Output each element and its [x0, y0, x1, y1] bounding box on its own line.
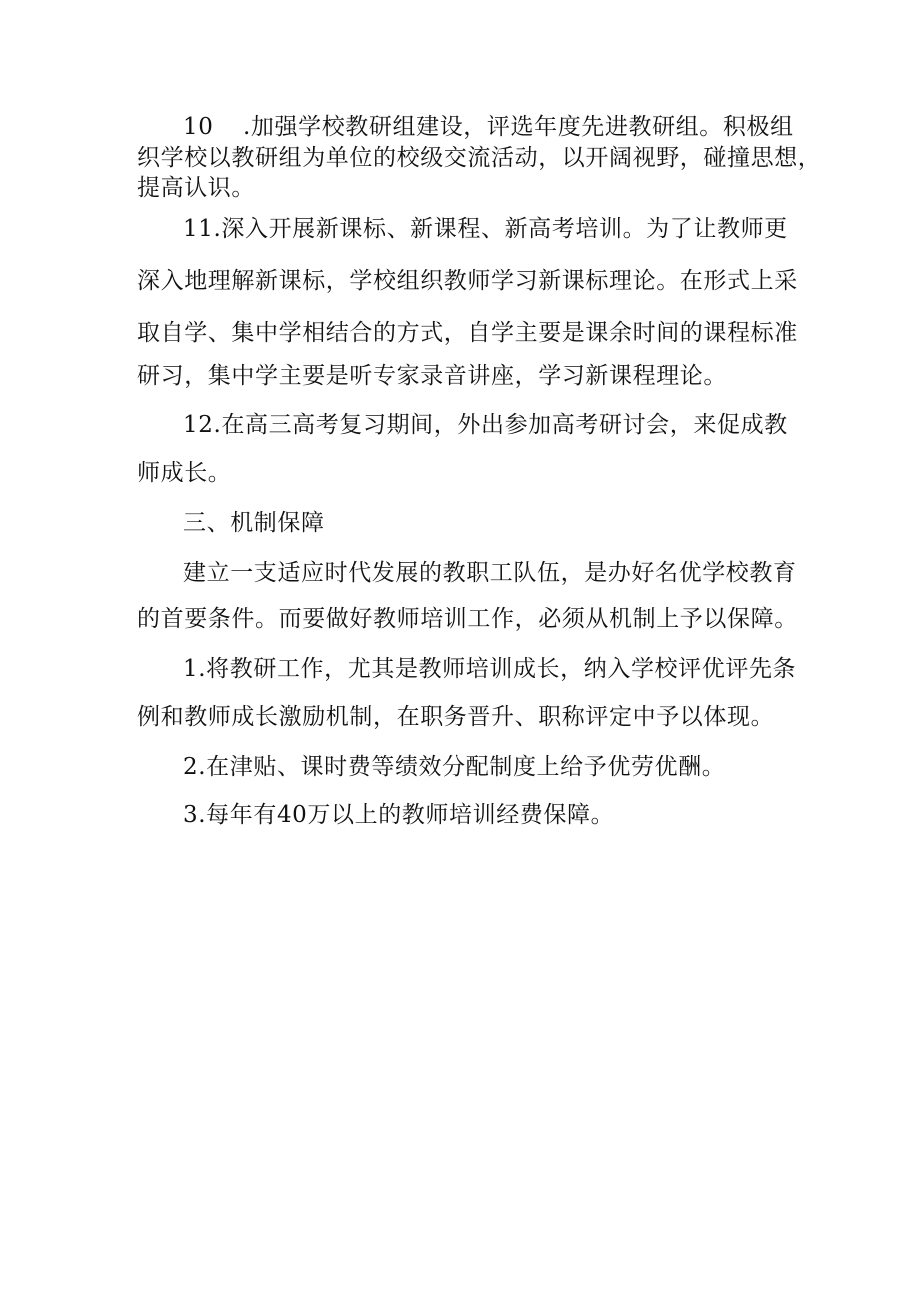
item-10-number: 10 — [183, 114, 214, 140]
guarantee-3-line-1: 3.每年有40万以上的教师培训经费保障。 — [183, 802, 615, 828]
item-10-line-2: 织学校以教研组为单位的校级交流活动，以开阔视野，碰撞思想， — [137, 145, 822, 171]
section-3-intro-line-1: 建立一支适应时代发展的教职工队伍，是办好名优学校教育 — [183, 560, 797, 586]
item-12-line-2: 师成长。 — [137, 460, 232, 486]
section-3-intro-line-2: 的首要条件。而要做好教师培训工作，必须从机制上予以保障。 — [137, 606, 798, 632]
item-10-line-3: 提高认识。 — [137, 175, 255, 201]
item-10-line-1: .加强学校教研组建设，评选年度先进教研组。积极组 — [243, 114, 794, 140]
guarantee-1-line-1: 1.将教研工作，尤其是教师培训成长，纳入学校评优评先条 — [183, 656, 797, 682]
item-11-line-2: 深入地理解新课标，学校组织教师学习新课标理论。在形式上采 — [137, 268, 798, 294]
guarantee-2-line-1: 2.在津贴、课时费等绩效分配制度上给予优劳优酬。 — [183, 754, 726, 780]
item-12-line-1: 12.在高三高考复习期间，外出参加高考研讨会，来促成教 — [183, 412, 788, 438]
item-11-line-3: 取自学、集中学相结合的方式，自学主要是课余时间的课程标准 — [137, 320, 798, 346]
item-11-line-1: 11.深入开展新课标、新课程、新高考培训。为了让教师更 — [183, 216, 788, 242]
item-11-line-4: 研习，集中学主要是听专家录音讲座，学习新课程理论。 — [137, 363, 727, 389]
section-3-heading: 三、机制保障 — [183, 510, 325, 536]
guarantee-1-line-2: 例和教师成长激励机制，在职务晋升、职称评定中予以体现。 — [137, 704, 775, 730]
